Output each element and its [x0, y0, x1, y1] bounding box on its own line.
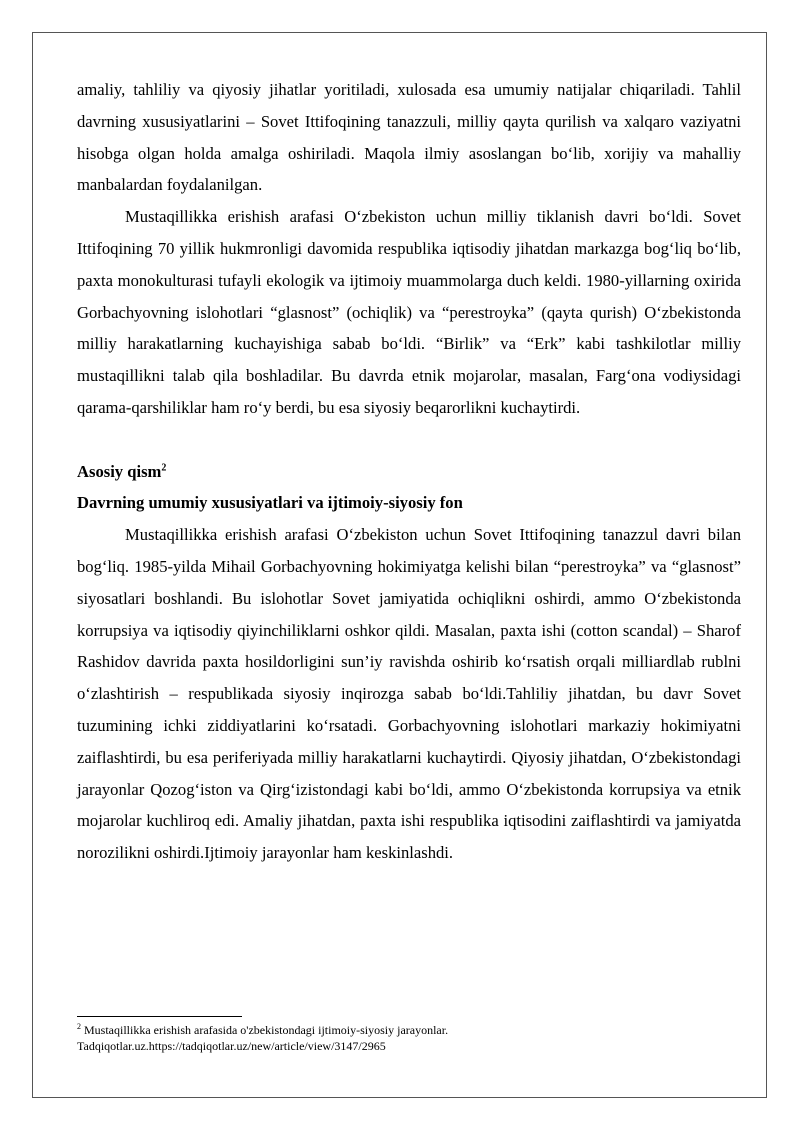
paragraph-independence-eve: Mustaqillikka erishish arafasi O‘zbekiston uchun milliy tiklanish davri bo‘ldi. Sovet Ittifoqining 70 yillik hukmronligi davomida respublika iqtisodiy jihatdan markazga bog‘liq bo‘lib, paxta monokulturasi tufayli ekologik va ijtimoiy muammolarga duch keldi. 1980-yillarning oxirida Gorbachyovning islohotlari “glasnost” (ochiqlik) va “perestroyka” (qayta qurish) O‘zbekistonda milliy harakatlarning kuchayishiga sabab bo‘ldi. “Birlik” va “Erk” kabi tashkilotlar milliy mustaqillikni talab qila boshladilar. Bu davrda etnik mojarolar, masalan, Farg‘ona vodiysidagi qarama-qarshiliklar ham ro‘y berdi, bu esa siyosiy beqarorlikni kuchaytirdi. [77, 207, 741, 417]
footnote-separator [77, 1016, 242, 1017]
footnote-number: 2 [77, 1022, 81, 1031]
footnote-line-1 [77, 1022, 741, 1038]
paragraph-general-features: Mustaqillikka erishish arafasi O‘zbekiston uchun Sovet Ittifoqining tanazzul davri bilan bog‘liq. 1985-yilda Mihail Gorbachyovning hokimiyatga kelishi bilan “perestroyka” va “glasnost” siyosatlari boshlandi. Bu islohotlar Sovet jamiyatida ochiqlikni oshirdi, ammo O‘zbekistonda korrupsiya va iqtisodiy qiyinchiliklarni oshkor qildi. Masalan, paxta ishi (cotton scandal) – Sharof Rashidov davrida paxta hosildorligini sun’iy ravishda oshirib ko‘rsatish orqali milliardlab rublni o‘zlashtirish – respublikada siyosiy inqirozga sabab bo‘ldi.Tahliliy jihatdan, bu davr Sovet tuzumining ichki ziddiyatlarini ko‘rsatadi. Gorbachyovning islohotlari markaziy hokimiyatni zaiflashtirdi, bu esa periferiyada milliy harakatlarni kuchaytirdi. Qiyosiy jihatdan, O‘zbekistondagi jarayonlar Qozog‘iston va Qirg‘izistondagi kabi bo‘ldi, ammo O‘zbekistonda korrupsiya va etnik mojarolar kuchliroq edi. Amaliy jihatdan, paxta ishi respublika iqtisodini zaiflashtirdi va jamiyatda norozilikni oshirdi.Ijtimoiy jarayonlar ham keskinlashdi. [77, 525, 741, 863]
footnote [77, 1022, 741, 1054]
footnote-text: Mustaqillikka erishish arafasida o'zbekistondagi ijtimoiy-siyosiy jarayonlar. [84, 1023, 449, 1037]
section-subheading: Davrning umumiy xususiyatlari va ijtimoiy-siyosiy fon [77, 493, 463, 513]
page-body [77, 74, 741, 869]
blank-line [77, 424, 741, 456]
footnote-reference[interactable]: 2 [161, 462, 167, 474]
section-heading-main-text: Asosiy qism [77, 461, 162, 481]
paragraph-intro-continuation: amaliy, tahliliy va qiyosiy jihatlar yoritiladi, xulosada esa umumiy natijalar chiqariladi. Tahlil davrning xususiyatlarini – Sovet Ittifoqining tanazzuli, milliy qayta qurilish va xalqaro vaziyatni hisobga olgan holda amalga oshiriladi. Maqola ilmiy asoslangan bo‘lib, xorijiy va mahalliy manbalardan foydalanilgan. [77, 80, 741, 195]
footnote-source[interactable]: Tadqiqotlar.uz.https://tadqiqotlar.uz/new/article/view/3147/2965 [77, 1039, 386, 1053]
section-heading-main [77, 456, 741, 488]
